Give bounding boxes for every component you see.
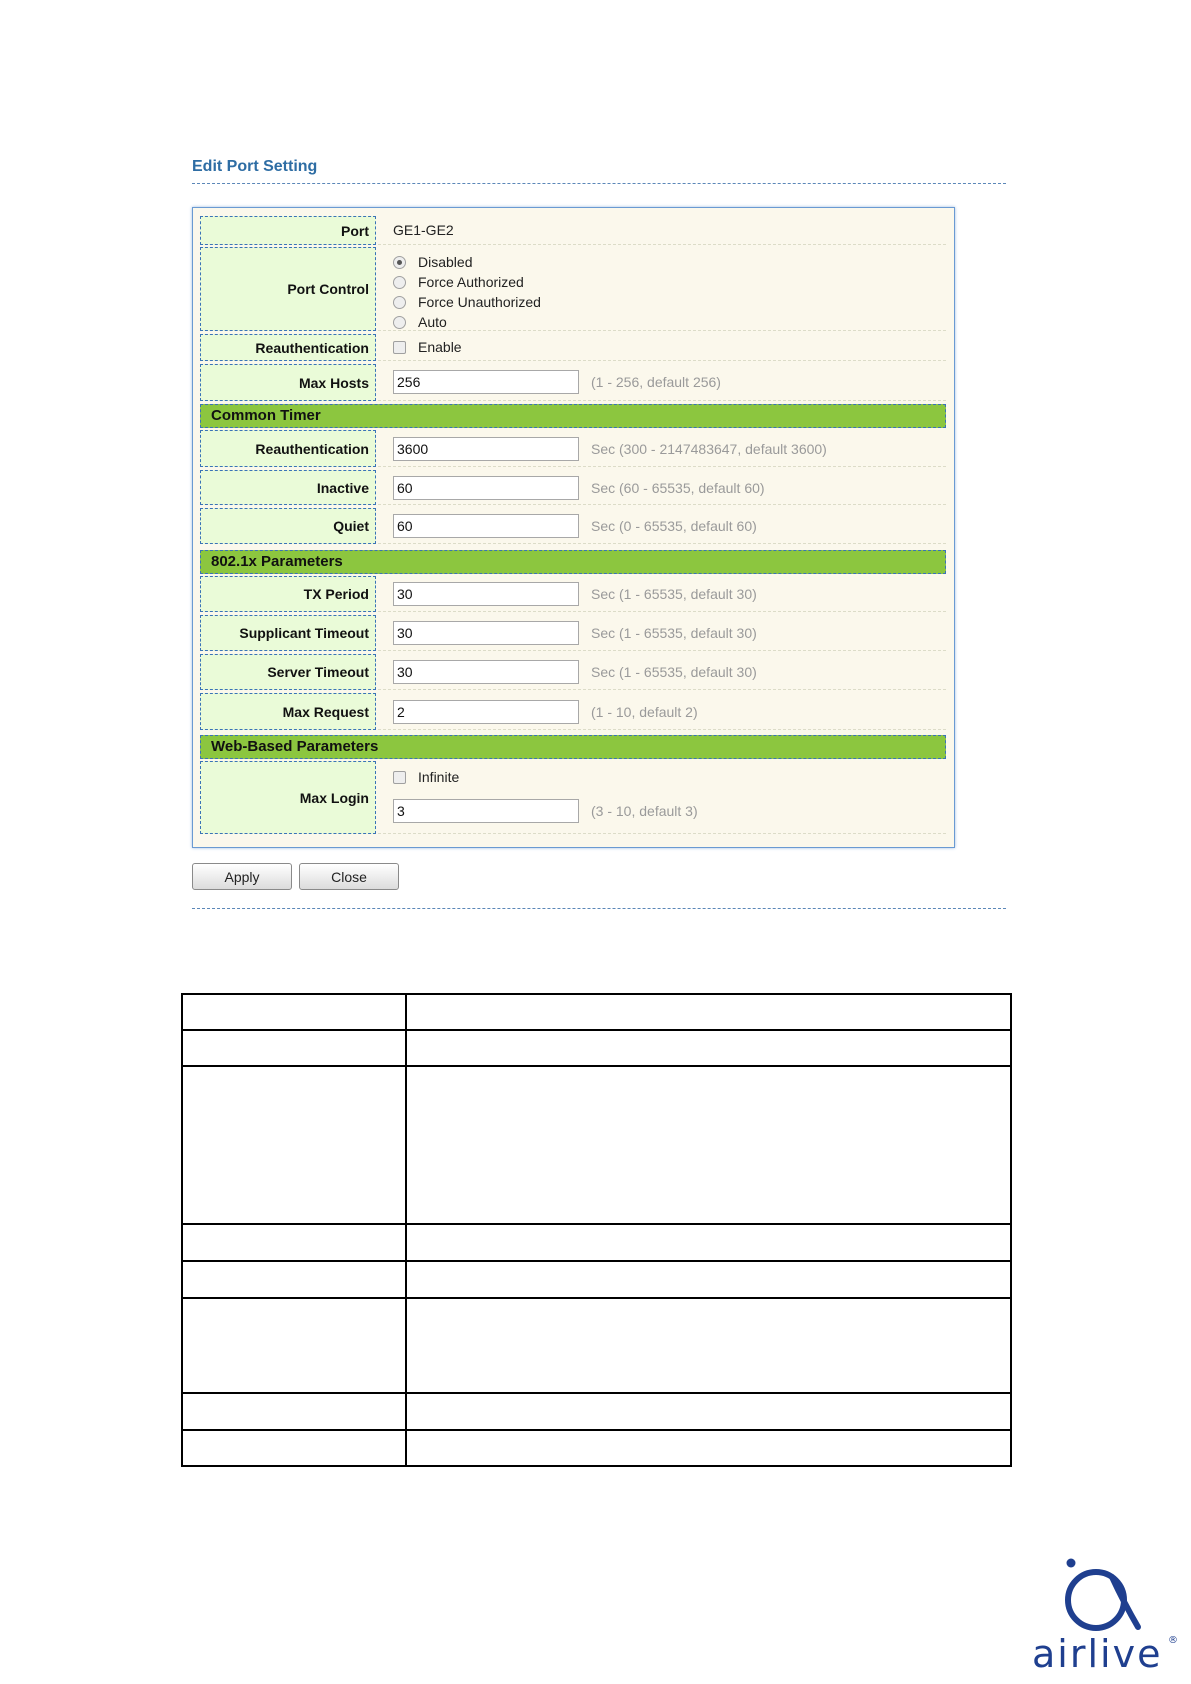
supplicant-timeout-input[interactable] [393,621,579,645]
server-timeout-input[interactable] [393,660,579,684]
max-request-hint: (1 - 10, default 2) [591,704,698,720]
port-value: GE1-GE2 [393,222,454,238]
tx-period-hint: Sec (1 - 65535, default 30) [591,586,757,602]
max-hosts-hint: (1 - 256, default 256) [591,374,721,390]
logo-trademark: ® [1168,1635,1178,1646]
radio-auto-label: Auto [418,314,447,330]
table-row [182,1030,1011,1066]
quiet-label: Quiet [200,508,376,544]
reauthentication-label: Reauthentication [200,334,376,361]
parameter-description-table [181,993,1012,1467]
table-row [182,1298,1011,1393]
reauthentication-enable-checkbox[interactable] [393,341,406,354]
table-row [182,1261,1011,1298]
quiet-row [200,508,946,544]
max-hosts-label: Max Hosts [200,364,376,401]
inactive-label: Inactive [200,470,376,505]
reauthentication-row [200,334,946,361]
table-row [182,1224,1011,1261]
server-timeout-label: Server Timeout [200,654,376,690]
tx-period-row [200,576,946,612]
supplicant-timeout-label: Supplicant Timeout [200,615,376,651]
airlive-logo [1030,1555,1180,1675]
airlive-logo-icon [1030,1555,1180,1675]
timer-reauthentication-hint: Sec (300 - 2147483647, default 3600) [591,441,827,457]
supplicant-timeout-row [200,615,946,651]
edit-port-panel [192,207,955,848]
radio-force-unauthorized-label: Force Unauthorized [418,294,541,310]
max-request-row [200,693,946,730]
max-login-input[interactable] [393,799,579,823]
timer-reauthentication-label: Reauthentication [200,430,376,467]
timer-reauthentication-row [200,430,946,467]
max-login-hint: (3 - 10, default 3) [591,803,698,819]
max-request-label: Max Request [200,693,376,730]
inactive-hint: Sec (60 - 65535, default 60) [591,480,765,496]
port-row [200,216,946,245]
tx-period-label: TX Period [200,576,376,612]
max-request-input[interactable] [393,700,579,724]
radio-force-authorized[interactable] [393,276,406,289]
max-login-label: Max Login [200,761,376,834]
server-timeout-hint: Sec (1 - 65535, default 30) [591,664,757,680]
max-login-row [200,761,946,834]
max-hosts-input[interactable] [393,370,579,394]
port-label: Port [200,216,376,245]
web-based-parameters-header: Web-Based Parameters [200,735,946,759]
radio-disabled[interactable] [393,256,406,269]
logo-wordmark: airlive [1032,1632,1163,1675]
title-divider [192,183,1006,184]
radio-force-unauthorized[interactable] [393,296,406,309]
port-control-label: Port Control [200,247,376,331]
max-hosts-row [200,364,946,401]
supplicant-timeout-hint: Sec (1 - 65535, default 30) [591,625,757,641]
server-timeout-row [200,654,946,690]
table-row [182,1430,1011,1466]
port-control-row [200,247,946,331]
apply-button[interactable]: Apply [192,863,292,890]
max-login-infinite-label: Infinite [418,769,460,785]
radio-disabled-label: Disabled [418,254,473,270]
quiet-hint: Sec (0 - 65535, default 60) [591,518,757,534]
table-row [182,1393,1011,1430]
dialog-title: Edit Port Setting [192,158,318,175]
max-login-infinite-checkbox[interactable] [393,771,406,784]
table-row [182,1066,1011,1224]
timer-reauthentication-input[interactable] [393,437,579,461]
tx-period-input[interactable] [393,582,579,606]
table-row [182,994,1011,1030]
footer-divider [192,908,1006,909]
dot1x-parameters-header: 802.1x Parameters [200,550,946,574]
common-timer-header: Common Timer [200,404,946,428]
reauthentication-enable-label: Enable [418,339,462,355]
close-button[interactable]: Close [299,863,399,890]
inactive-input[interactable] [393,476,579,500]
quiet-input[interactable] [393,514,579,538]
radio-force-authorized-label: Force Authorized [418,274,524,290]
radio-auto[interactable] [393,316,406,329]
inactive-row [200,470,946,505]
